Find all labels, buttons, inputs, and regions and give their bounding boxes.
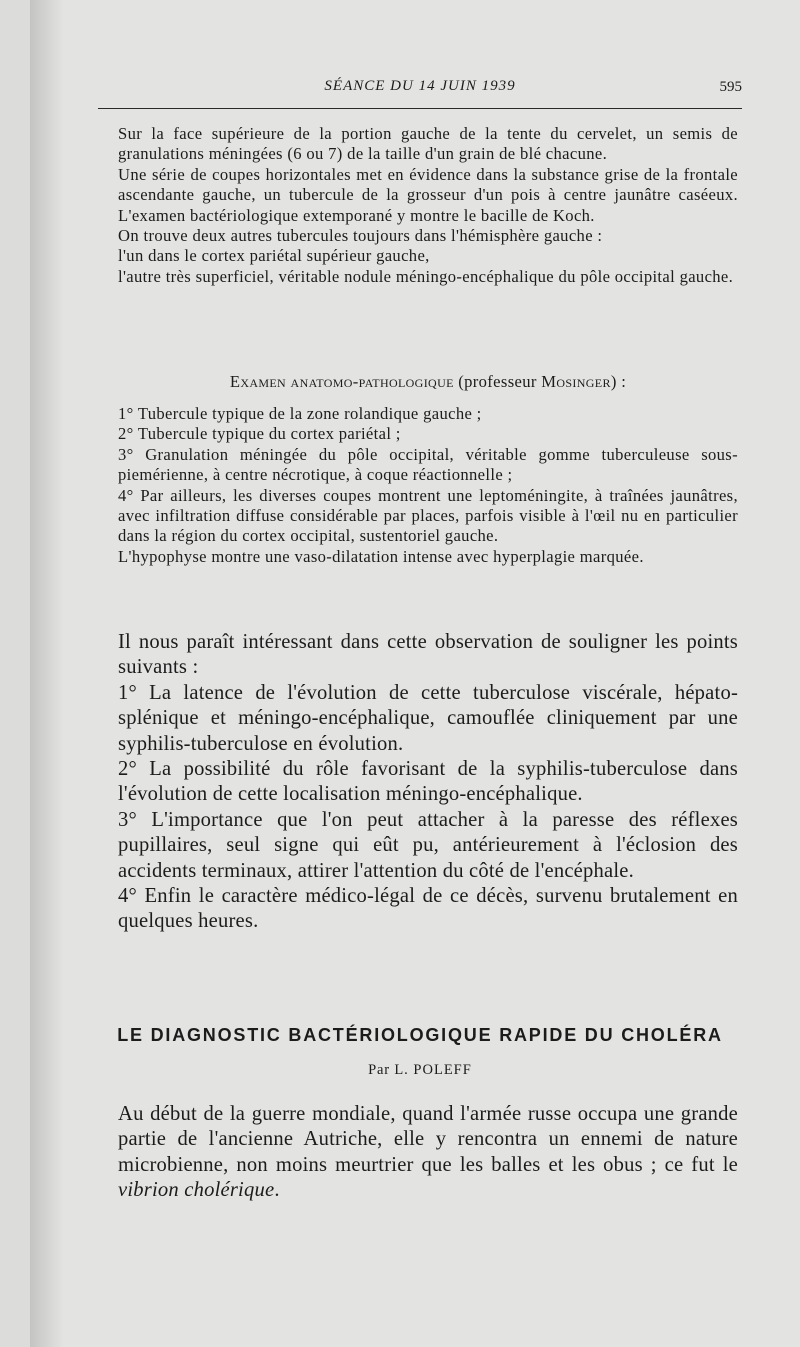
intro-paragraph: l'un dans le cortex pariétal supérieur gauche, (118, 246, 430, 266)
intro-paragraph: l'autre très superficiel, véritable nodule méningo-encéphalique du pôle occipital gauche. (118, 266, 734, 286)
intro-paragraph: Une série de coupes horizontales met en évidence dans la substance grise de la frontale ascendante gauche, un tubercule de la grosseur d'un pois à centre jaunâtre caséeux. L'examen bactériologique extemporané y montre le bacille de Koch. (118, 164, 738, 225)
finding-item: 4° Par ailleurs, les diverses coupes montrent une leptoméningite, à traînées jaunâtres, avec infiltration diffuse considérable par places, parfois visible à l'œil nu en particulier dans la région du cortex occipital, sustentoriel gauche. (118, 485, 738, 546)
findings-section (118, 404, 738, 567)
page-binding-shadow (30, 0, 64, 1347)
running-header (98, 78, 742, 106)
conclusion-paragraph: 2° La possibilité du rôle favorisant de la syphilis-tuberculose dans l'évolution de cette localisation méningo-encéphalique. (118, 758, 738, 806)
intro-section (118, 124, 738, 287)
page-number: 595 (719, 79, 742, 95)
article-paragraph (118, 1102, 738, 1204)
intro-paragraph: Sur la face supérieure de la portion gauche de la tente du cervelet, un semis de granulations méningées (6 ou 7) de la taille d'un grain de blé chacune. (118, 124, 738, 164)
article-body (118, 1102, 738, 1204)
examen-heading (118, 372, 738, 392)
article-title: LE DIAGNOSTIC BACTÉRIOLOGIQUE RAPIDE DU CHOLÉRA (117, 1025, 723, 1045)
finding-item: 1° Tubercule typique de la zone rolandique gauche ; (118, 404, 482, 423)
byline-author: L. POLEFF (394, 1062, 472, 1078)
examen-professor-name: Mosinger (541, 372, 611, 391)
finding-item: 3° Granulation méningée du pôle occipital, véritable gomme tuberculeuse sous-piemérienne, à centre nécrotique, à coque réactionnelle ; (118, 444, 738, 485)
conclusions-section (118, 630, 738, 935)
conclusion-paragraph: 1° La latence de l'évolution de cette tuberculose viscérale, hépato-splénique et méningo-encéphalique, camouflée cliniquement par une syphilis-tuberculose en évolution. (118, 681, 738, 755)
examen-heading-block (118, 372, 738, 392)
article-byline (98, 1062, 742, 1079)
finding-item: L'hypophyse montre une vaso-dilatation intense avec hyperplagie marquée. (118, 546, 644, 566)
byline-prefix: Par (368, 1062, 395, 1078)
article-text: Au début de la guerre mondiale, quand l'armée russe occupa une grande partie de l'ancienne Autriche, elle y rencontra un ennemi de nature microbienne, non moins meurtrier que les balles et les obus ; ce fut le (118, 1103, 738, 1176)
page (30, 0, 800, 1347)
examen-title: Examen anatomo-pathologique (229, 372, 454, 391)
examen-professor-suffix: ) : (610, 372, 627, 391)
intro-paragraph: On trouve deux autres tubercules toujours dans l'hémisphère gauche : (118, 226, 603, 246)
article-italic-term: vibrion cholérique (118, 1179, 275, 1202)
examen-professor-prefix: (professeur (458, 372, 542, 391)
conclusion-paragraph: 4° Enfin le caractère médico-légal de ce décès, survenu brutalement en quelques heures. (118, 885, 738, 933)
conclusion-paragraph: 3° L'importance que l'on peut attacher à la paresse des réflexes pupillaires, seul signe qui eût pu, antérieurement à l'éclosion des accidents terminaux, attirer l'attention du côté de l'encéphale. (118, 808, 738, 882)
header-rule (98, 108, 742, 109)
running-title: SÉANCE DU 14 JUIN 1939 (324, 78, 516, 94)
conclusion-paragraph: Il nous paraît intéressant dans cette observation de souligner les points suivants : (118, 631, 738, 679)
article-text-end: . (274, 1179, 280, 1202)
finding-item: 2° Tubercule typique du cortex pariétal ; (118, 424, 401, 444)
